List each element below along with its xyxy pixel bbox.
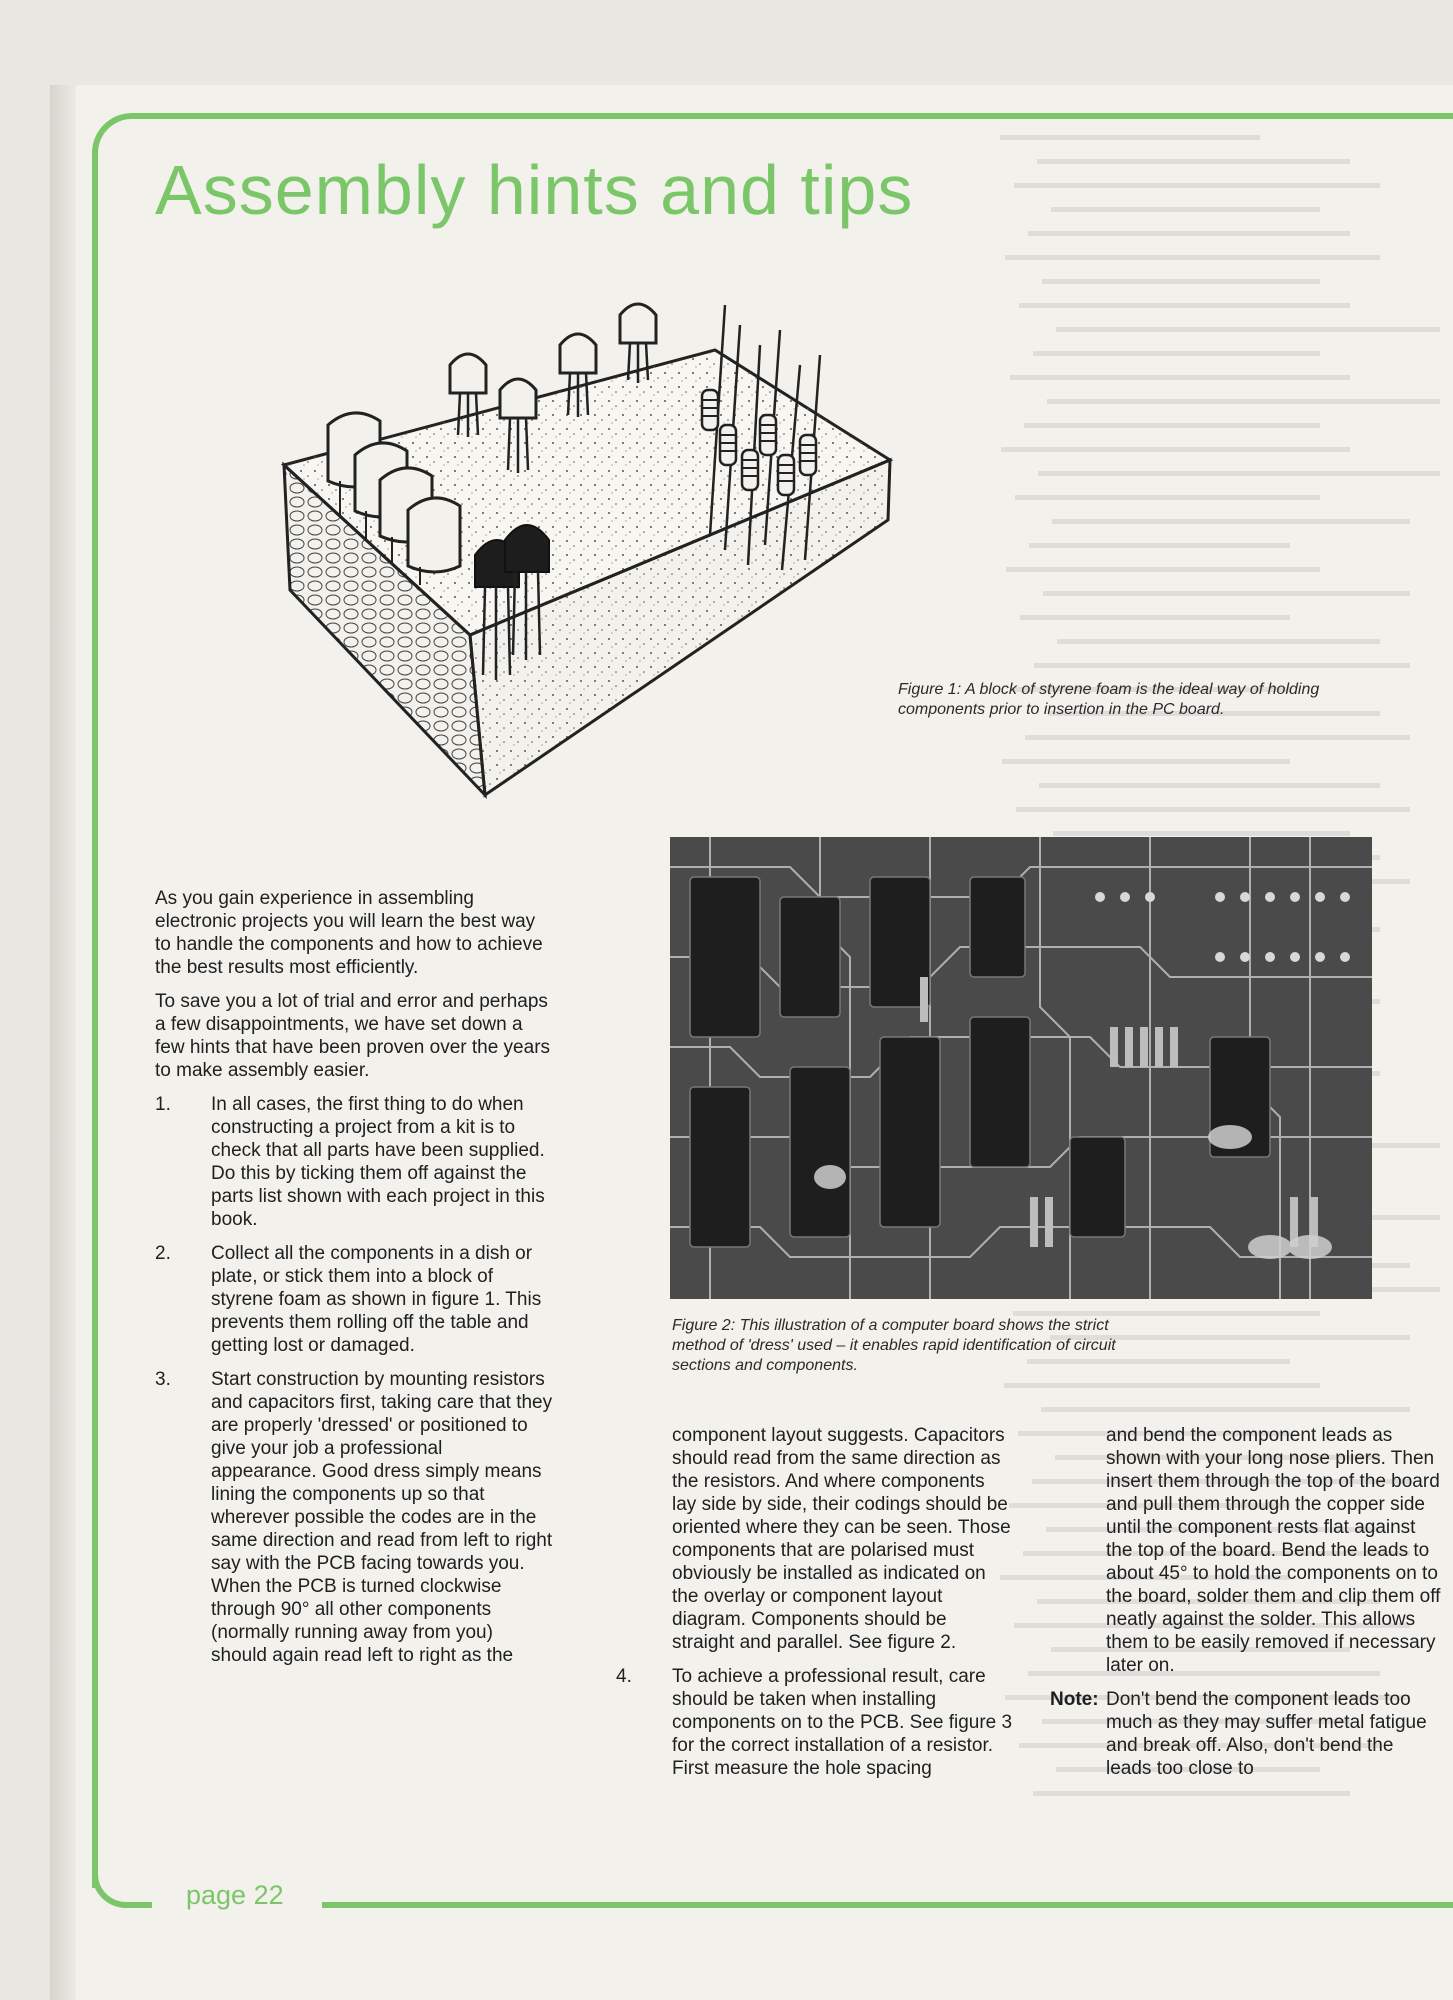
list-item-text: In all cases, the first thing to do when constructing a project from a kit is to check that all parts have been supplied. Do this by ticking them off against the parts list shown with each project in this book. (211, 1094, 545, 1230)
list-item-2 (155, 1242, 553, 1357)
list-item-number: 4. (616, 1666, 632, 1687)
bleed-line (1004, 1383, 1320, 1388)
bleed-line (1057, 639, 1380, 644)
bleed-line (1047, 399, 1440, 404)
bleed-line (1020, 615, 1290, 620)
list-item-4 (616, 1665, 1014, 1780)
figure1-caption: Figure 1: A block of styrene foam is the ideal way of holding components prior to insertion in the PC board. (898, 681, 1320, 718)
note-label: Note: (1050, 1689, 1099, 1710)
bleed-line (1015, 495, 1320, 500)
indent-spacer (616, 1424, 672, 1654)
intro-paragraph-1: As you gain experience in assembling electronic projects you will learn the best way to handle the components and how to achieve the best results most efficiently. (155, 888, 543, 978)
bleed-line (1053, 831, 1350, 836)
list-item-text: Start construction by mounting resistors and capacitors first, taking care that they are properly 'dressed' or positioned to give your job a professional appearance. Good dress simply means lining the components up so that wherever possible the codes are in the same direction and read from left to right say with the PCB facing towards you. When the PCB is turned clockwise through 90° all other components (normally running away from you) should again read left to right as the (211, 1369, 553, 1666)
bleed-line (1005, 255, 1380, 260)
bleed-line (1029, 543, 1290, 548)
list-item-number: 1. (155, 1094, 171, 1115)
list-item-text-tail: First measure the hole spacing (672, 1758, 932, 1779)
page-title: Assembly hints and tips (155, 151, 914, 229)
bleed-line (1038, 471, 1440, 476)
bleed-line (1014, 183, 1380, 188)
frame-top-rule (135, 113, 1453, 119)
page-edge (50, 85, 76, 2000)
list-item-1 (155, 1093, 553, 1231)
bleed-line (1001, 447, 1350, 452)
indent-spacer (1050, 1424, 1106, 1677)
page-number: page 22 (186, 1880, 284, 1910)
bleed-line (1043, 591, 1410, 596)
bleed-line (1010, 375, 1350, 380)
list-item-number: 3. (155, 1369, 171, 1390)
bleed-line (1006, 567, 1320, 572)
list-item-text: To achieve a professional result, care should be taken when installing components on to the PCB. See figure 3 for the correct installation of a resistor. (672, 1666, 1013, 1756)
list-item-4-body (672, 1665, 1014, 1780)
note-text: Don't bend the component leads too much as they may suffer metal fatigue and break off. Also, don't bend the leads too close to (1106, 1689, 1427, 1779)
bleed-line (1024, 423, 1320, 428)
frame-bottom-rule (322, 1902, 1453, 1908)
list-item-3 (155, 1368, 553, 1667)
bleed-line (1051, 207, 1320, 212)
bleed-line (1025, 735, 1410, 740)
bleed-line (1000, 135, 1260, 140)
bleed-line (1033, 1791, 1350, 1796)
bleed-line (1019, 303, 1350, 308)
figure2-caption: Figure 2: This illustration of a computer board shows the strict method of 'dress' used – it enables rapid identification of circuit sections and components. (672, 1317, 1116, 1374)
list-item-text: Collect all the components in a dish or plate, or stick them into a block of styrene foam as shown in figure 1. This prevents them rolling off the table and getting lost or damaged. (211, 1243, 542, 1356)
intro-paragraph-2: To save you a lot of trial and error and perhaps a few disappointments, we have set down a few hints that have been proven over the years to make assembly easier. (155, 991, 551, 1081)
column-1 (155, 887, 553, 1678)
bleed-line (1016, 807, 1410, 812)
bleed-line (1028, 231, 1350, 236)
computer-circuit-board-photo (670, 837, 1372, 1299)
bleed-line (1041, 1407, 1410, 1412)
column-3-paragraph (1050, 1424, 1443, 1677)
column-3-text: and bend the component leads as shown with your long nose pliers. Then insert them through the top of the board and pull them through the copper side until the component rests flat against the top of the board. Bend the leads to about 45° to hold the components on to the board, solder them and clip them off neatly against the solder. This allows them to be easily removed if necessary later on. (1106, 1425, 1441, 1676)
bleed-line (1002, 759, 1290, 764)
bleed-line (1033, 351, 1320, 356)
list-item-number: 2. (155, 1243, 171, 1264)
bleed-line (1052, 519, 1410, 524)
continuation-text: component layout suggests. Capacitors should read from the same direction as the resistors. And where components lay side by side, their codings should be oriented where they can be seen. Those components that are polarised must obviously be installed as indicated on the overlay or component layout diagram. Components should be straight and parallel. See figure 2. (672, 1425, 1011, 1653)
bleed-line (1056, 327, 1440, 332)
frame-left-rule (92, 158, 98, 1888)
styrene-foam-block-with-components-drawing (270, 285, 910, 805)
column-3 (1050, 1424, 1443, 1791)
note (1050, 1688, 1443, 1780)
bleed-line (1042, 279, 1320, 284)
column-2 (616, 1424, 1014, 1780)
bleed-line (1037, 159, 1350, 164)
bleed-line (1039, 783, 1380, 788)
bleed-line (1034, 663, 1410, 668)
item-3-continuation (616, 1424, 1014, 1654)
